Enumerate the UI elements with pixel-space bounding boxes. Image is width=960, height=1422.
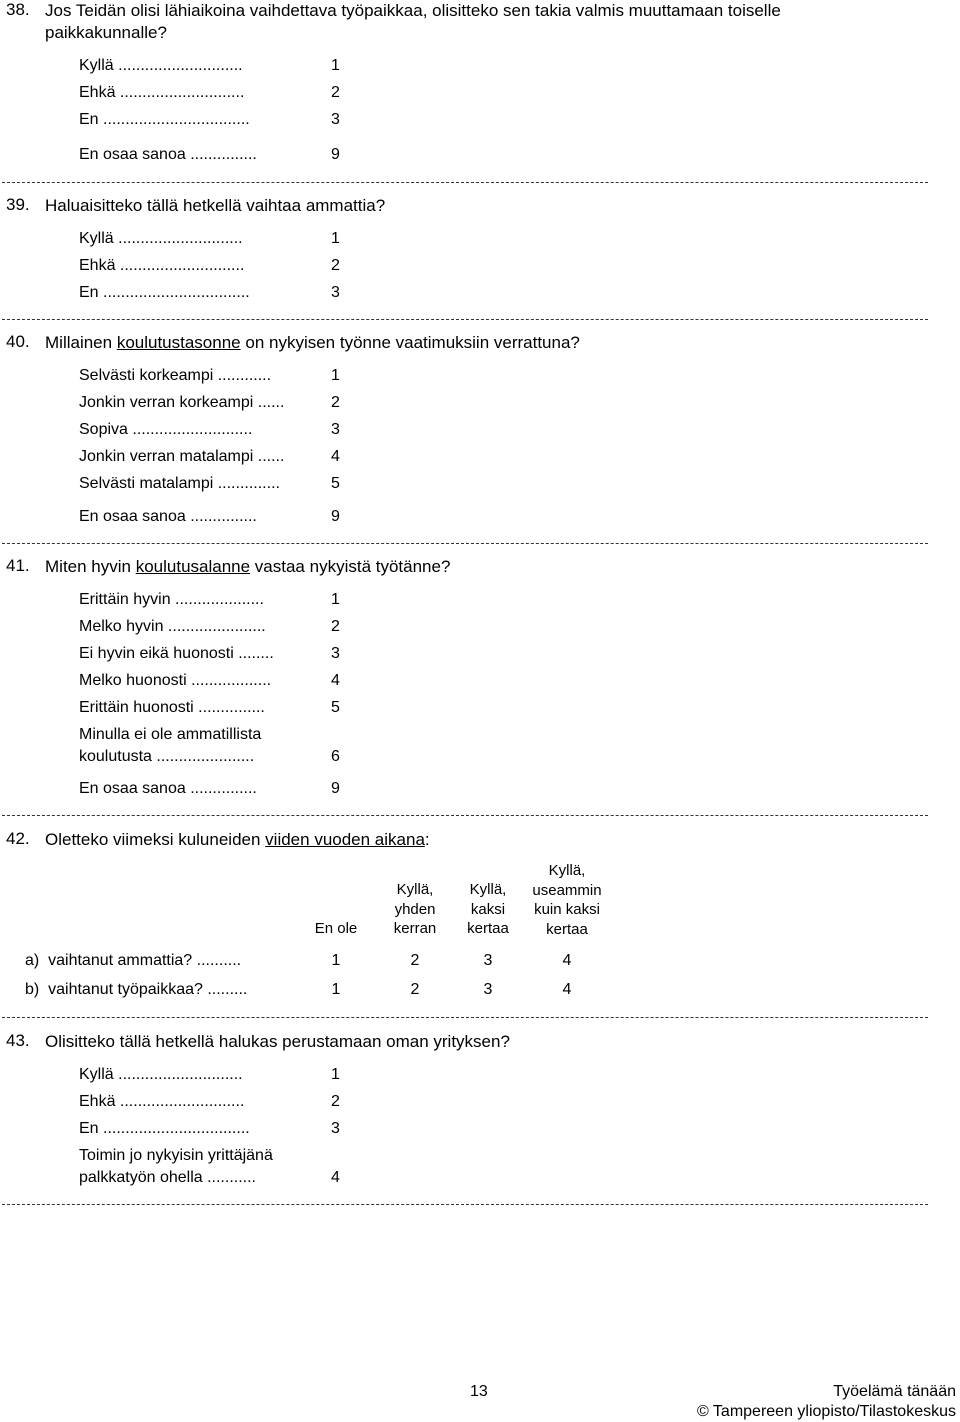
row-code: 4	[562, 981, 572, 998]
option-code: 3	[331, 421, 340, 438]
column-header-kylla-yhden: Kyllä, yhden kerran	[393, 881, 437, 937]
option-code: 2	[331, 1093, 340, 1110]
option-code: 1	[331, 57, 340, 74]
row-code: 2	[410, 952, 420, 969]
option-item	[79, 282, 349, 304]
question-41-number: 41.	[6, 556, 30, 575]
option-label: Melko hyvin ......................	[79, 618, 266, 635]
page-number: 13	[470, 1383, 488, 1400]
option-label: koulutusta ......................	[79, 748, 255, 765]
option-item	[79, 589, 349, 611]
question-text-emphasis: viiden vuoden aikana	[265, 830, 425, 849]
question-text-part: :	[424, 830, 430, 849]
question-43-number: 43.	[6, 1031, 30, 1050]
option-item	[79, 1064, 349, 1086]
column-header-kylla-kaksi: Kyllä, kaksi kertaa	[467, 881, 509, 937]
question-38-number: 38.	[6, 0, 30, 19]
option-item	[79, 144, 349, 166]
option-code: 3	[331, 1120, 340, 1137]
option-code: 3	[331, 645, 340, 662]
row-code: 3	[483, 952, 493, 969]
option-item	[79, 616, 349, 638]
option-label: palkkatyön ohella ...........	[79, 1169, 256, 1186]
footer-title: Työelämä tänään	[833, 1383, 956, 1400]
option-label: En .................................	[79, 1120, 250, 1137]
question-text-part: Oletteko viimeksi kuluneiden	[45, 830, 266, 849]
option-item	[79, 670, 349, 692]
option-label: Jonkin verran korkeampi ......	[79, 394, 285, 411]
option-label: Selvästi matalampi ..............	[79, 475, 280, 492]
option-code: 5	[331, 699, 340, 716]
option-label: Sopiva ...........................	[79, 421, 253, 438]
footer-copyright: © Tampereen yliopisto/Tilastokeskus	[696, 1403, 956, 1420]
option-code: 2	[331, 84, 340, 101]
section-divider	[2, 182, 928, 183]
option-code: 3	[331, 111, 340, 128]
column-header-en-ole: En ole	[314, 920, 358, 937]
option-item	[79, 1145, 349, 1189]
option-code: 4	[331, 448, 340, 465]
row-code: 1	[331, 952, 341, 969]
option-label: Ehkä ............................	[79, 1093, 245, 1110]
section-divider	[2, 543, 928, 544]
option-item	[79, 724, 349, 768]
column-header-kylla-useammin: Kyllä, useammin kuin kaksi kertaa	[532, 862, 602, 938]
option-label: Ehkä ............................	[79, 257, 245, 274]
option-item	[79, 506, 349, 528]
row-code: 4	[562, 952, 572, 969]
option-item	[79, 365, 349, 387]
option-label: Erittäin huonosti ...............	[79, 699, 265, 716]
question-text-emphasis: koulutustasonne	[116, 333, 241, 352]
option-item	[79, 446, 349, 468]
option-label: Kyllä ............................	[79, 1066, 243, 1083]
question-40-number: 40.	[6, 332, 30, 351]
option-code: 6	[331, 748, 340, 765]
option-label: Kyllä ............................	[79, 57, 243, 74]
option-item	[79, 778, 349, 800]
question-text-part: vastaa nykyistä työtänne?	[250, 557, 451, 576]
option-code: 9	[331, 146, 340, 163]
option-label: Ehkä ............................	[79, 84, 245, 101]
row-code: 2	[410, 981, 420, 998]
option-label-line1: Toimin jo nykyisin yrittäjänä	[79, 1147, 273, 1164]
option-code: 1	[331, 1066, 340, 1083]
option-item	[79, 392, 349, 414]
option-label: En .................................	[79, 284, 250, 301]
option-code: 9	[331, 780, 340, 797]
question-38-text: Jos Teidän olisi lähiaikoina vaihdettava työpaikkaa, olisitteko sen takia valmis muuttamaan toiselle paikkakunnalle?	[45, 1, 781, 42]
option-item	[79, 82, 349, 104]
section-divider	[2, 319, 928, 320]
option-label: Kyllä ............................	[79, 230, 243, 247]
option-label-line1: Minulla ei ole ammatillista	[79, 726, 262, 743]
row-label: vaihtanut ammattia? ..........	[48, 952, 242, 969]
question-43-text: Olisitteko tällä hetkellä halukas perustamaan oman yrityksen?	[45, 1032, 510, 1051]
row-code: 3	[483, 981, 493, 998]
row-letter: b)	[25, 981, 40, 998]
option-label: Ei hyvin eikä huonosti ........	[79, 645, 274, 662]
option-label: Selvästi korkeampi ............	[79, 367, 272, 384]
question-text-emphasis: koulutusalanne	[135, 557, 251, 576]
option-label: Jonkin verran matalampi ......	[79, 448, 285, 465]
section-divider	[2, 1204, 928, 1205]
option-label: En osaa sanoa ...............	[79, 508, 257, 525]
row-code: 1	[331, 981, 341, 998]
question-42-number: 42.	[6, 829, 30, 848]
option-code: 1	[331, 367, 340, 384]
question-text-part: Miten hyvin	[45, 557, 136, 576]
option-item	[79, 473, 349, 495]
question-41-text	[45, 556, 905, 578]
table-row	[25, 952, 241, 970]
option-label: En osaa sanoa ...............	[79, 146, 257, 163]
option-item	[79, 643, 349, 665]
option-item	[79, 419, 349, 441]
option-code: 5	[331, 475, 340, 492]
question-39-text: Haluaisitteko tällä hetkellä vaihtaa ammattia?	[45, 196, 386, 215]
option-item	[79, 1118, 349, 1140]
question-text-part: on nykyisen työnne vaatimuksiin verrattuna?	[240, 333, 580, 352]
option-label: Erittäin hyvin ....................	[79, 591, 264, 608]
option-label: En .................................	[79, 111, 250, 128]
question-text-part: Millainen	[45, 333, 117, 352]
row-label: vaihtanut työpaikkaa? .........	[48, 981, 248, 998]
option-item	[79, 228, 349, 250]
option-item	[79, 697, 349, 719]
question-40-text	[45, 332, 905, 354]
option-code: 2	[331, 394, 340, 411]
option-code: 1	[331, 230, 340, 247]
section-divider	[2, 1017, 928, 1018]
option-code: 4	[331, 1169, 340, 1186]
option-code: 2	[331, 257, 340, 274]
option-item	[79, 55, 349, 77]
section-divider	[2, 815, 928, 816]
question-39-number: 39.	[6, 195, 30, 214]
option-code: 2	[331, 618, 340, 635]
row-letter: a)	[25, 952, 40, 969]
question-42-text	[45, 829, 905, 851]
option-code: 4	[331, 672, 340, 689]
option-label: En osaa sanoa ...............	[79, 780, 257, 797]
option-item	[79, 255, 349, 277]
option-code: 9	[331, 508, 340, 525]
table-row	[25, 981, 247, 999]
option-code: 1	[331, 591, 340, 608]
option-label: Melko huonosti ..................	[79, 672, 272, 689]
option-code: 3	[331, 284, 340, 301]
option-item	[79, 1091, 349, 1113]
option-item	[79, 109, 349, 131]
